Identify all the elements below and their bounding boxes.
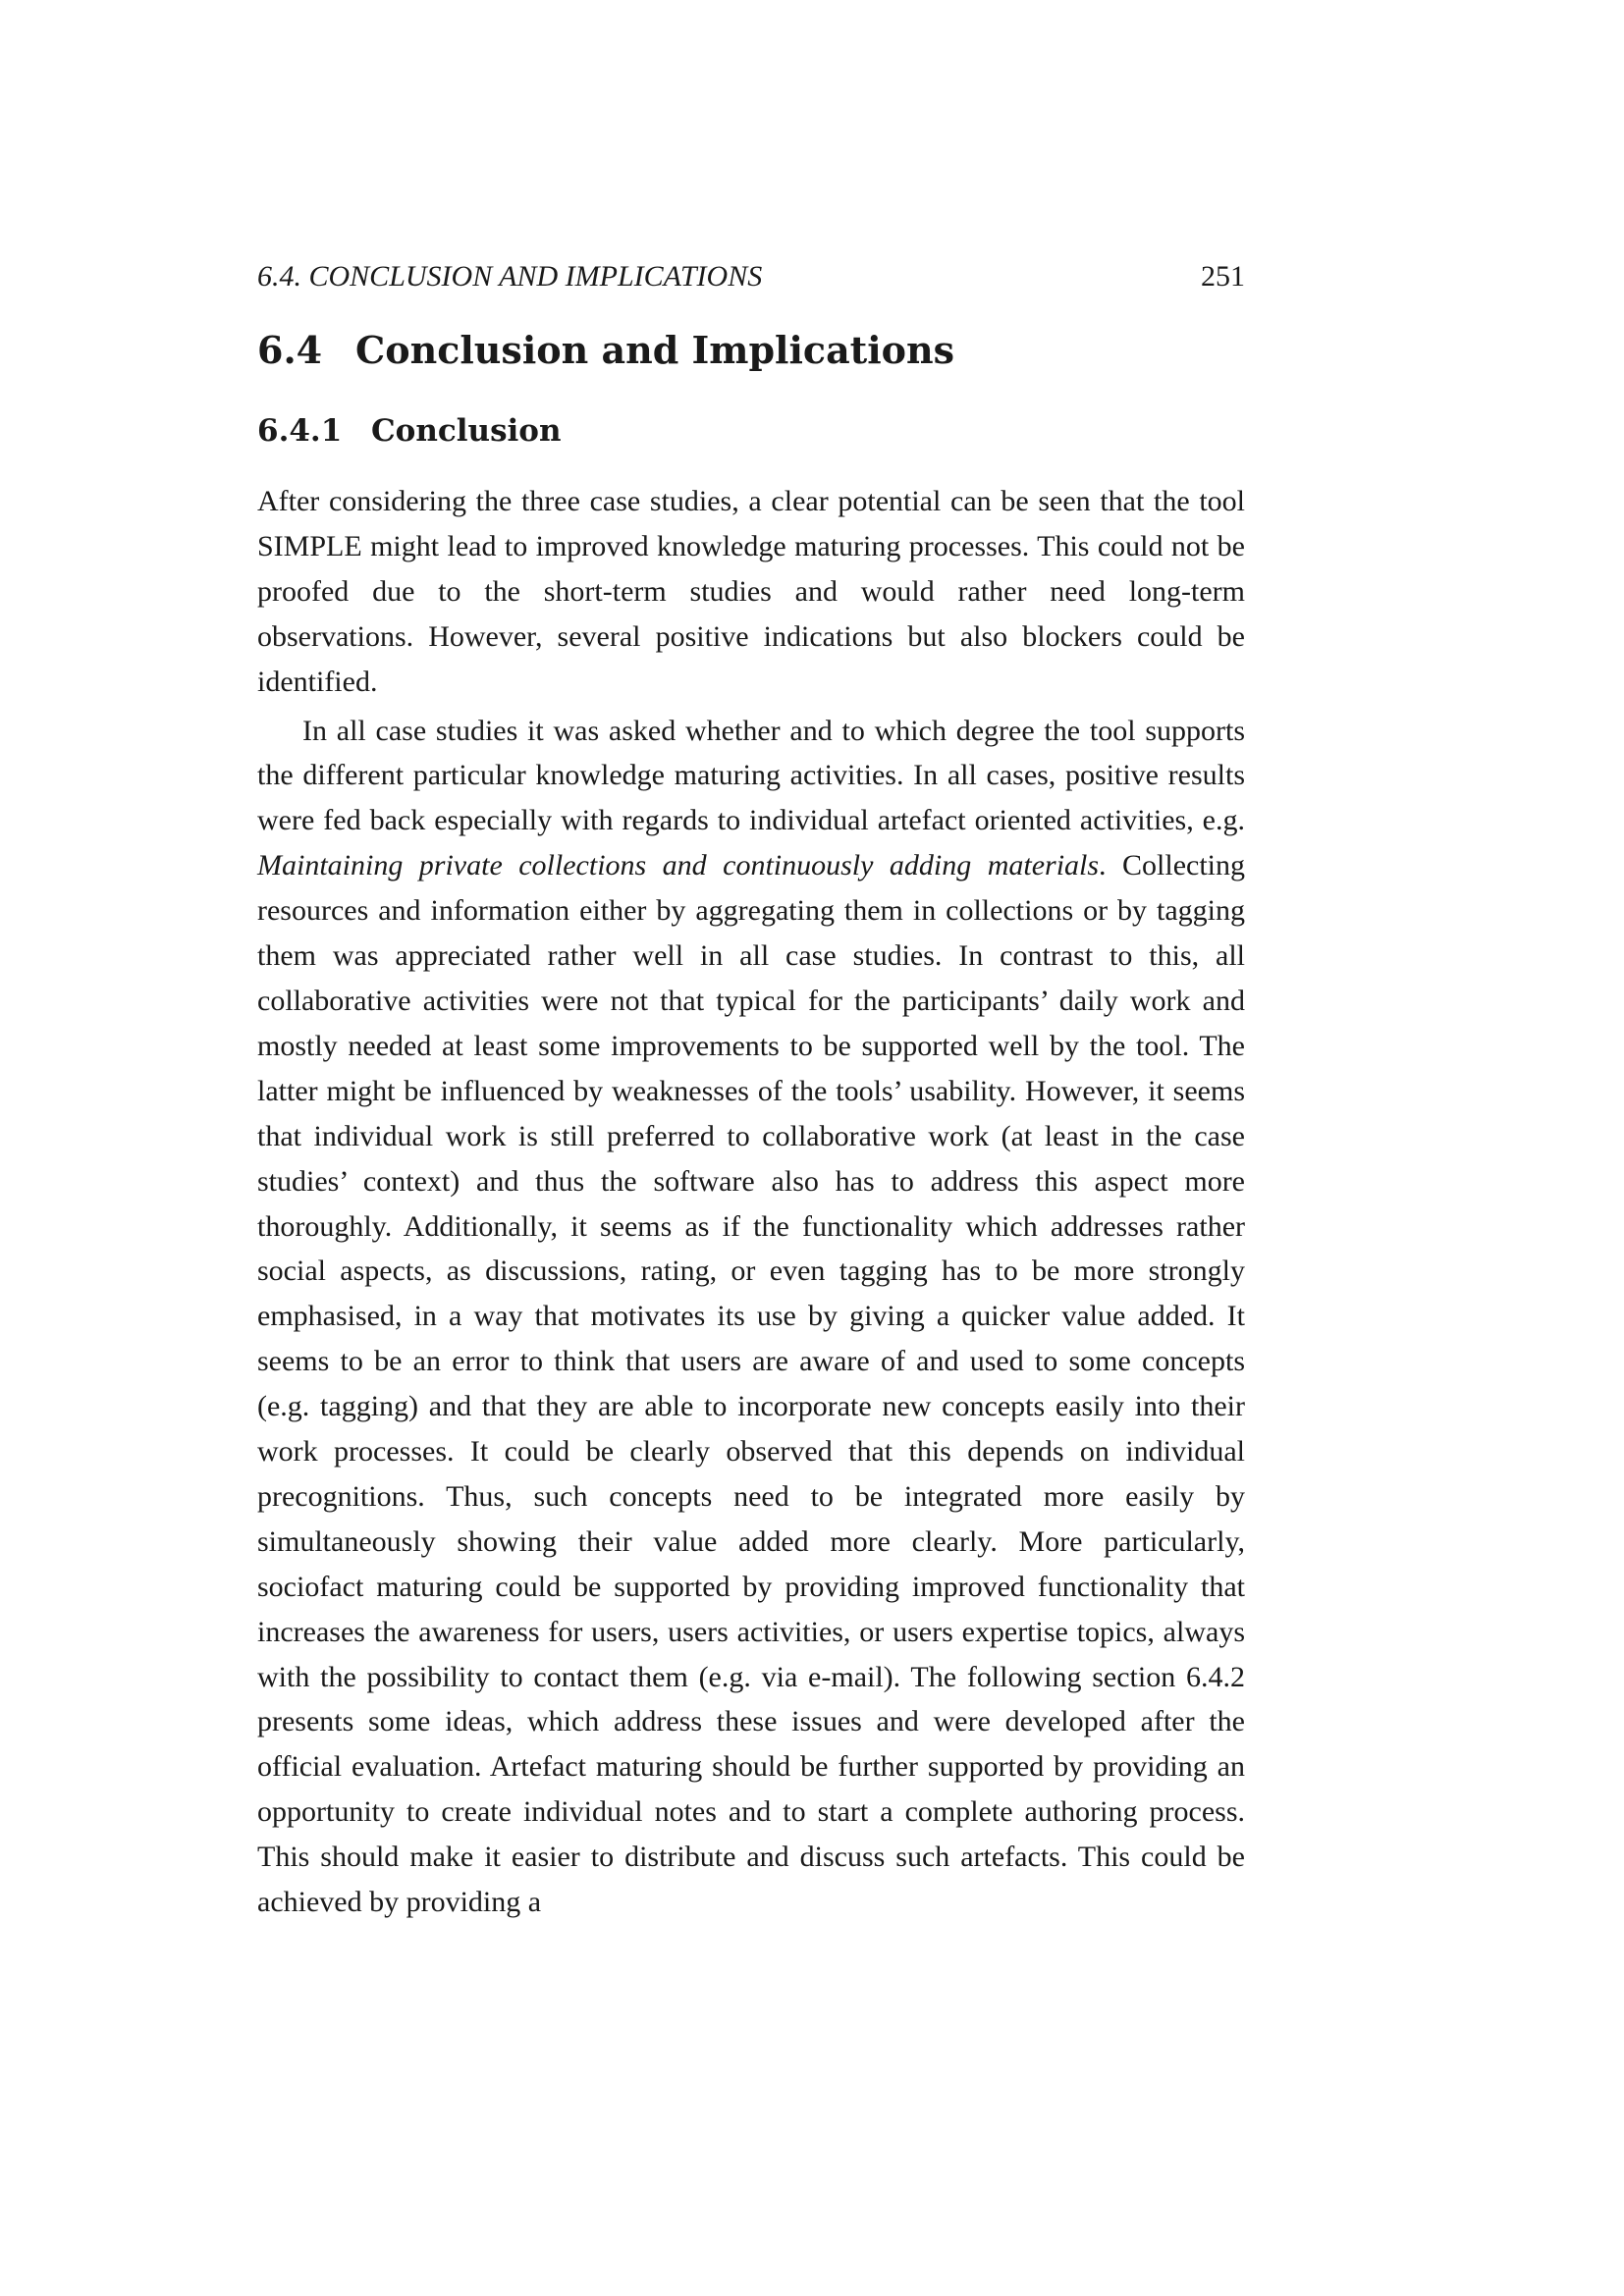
section-number: 6.4 — [257, 328, 323, 372]
section-title: Conclusion and Implications — [355, 328, 955, 372]
section-heading — [257, 326, 1245, 375]
page-number: 251 — [1201, 260, 1245, 293]
paragraph-2-end: . Collecting resources and information either by aggregating them in collections or by tagging them was appreciated rather well in all case studies. In contrast to this, all collaborative activities were not that typical for the participants’ daily work and mostly needed at least some improvements to be supported well by the tool. The latter might be influenced by weaknesses of the tools’ usability. However, it seems that individual work is still preferred to collaborative work (at least in the case studies’ context) and thus the software also has to address this aspect more thoroughly. Additionally, it seems as if the functionality which addresses rather social aspects, as discussions, rating, or even tagging has to be more strongly emphasised, in a way that motivates its use by giving a quicker value added. It seems to be an error to think that users are aware of and used to some concepts (e.g. tagging) and that they are able to incorporate new concepts easily into their work processes. It could be clearly observed that this depends on individual precognitions. Thus, such concepts need to be integrated more easily by simultaneously showing their value added more clearly. More particularly, sociofact maturing could be supported by providing improved functionality that increases the awareness for users, users activities, or users expertise topics, always with the possibility to contact them (e.g. via e-mail). The following section 6.4.2 presents some ideas, which address these issues and were developed after the official evaluation. Artefact maturing should be further supported by providing an opportunity to create individual notes and to start a complete authoring process. This should make it easier to distribute and discuss such artefacts. This could be achieved by providing a — [257, 849, 1245, 1919]
paragraph-2 — [257, 709, 1245, 1925]
paragraph-1: After considering the three case studies, a clear potential can be seen that the tool SIMPLE might lead to improved knowledge maturing processes. This could not be proofed due to the short-term studies and would rather need long-term observations. However, several positive indications but also blockers could be identified. — [257, 485, 1245, 698]
subsection-number: 6.4.1 — [257, 413, 343, 449]
document-page — [257, 257, 1245, 1925]
subsection-heading — [257, 410, 1245, 452]
paragraph-2-italic: Maintaining private collections and continuously adding materials — [257, 849, 1100, 882]
running-head-title: 6.4. CONCLUSION AND IMPLICATIONS — [257, 260, 763, 293]
subsection-title: Conclusion — [371, 413, 562, 449]
paragraph-2-start: In all case studies it was asked whether and to which degree the tool supports the different particular knowledge maturing activities. In all cases, positive results were fed back especially with regards to individual artefact oriented activities, e.g. — [257, 714, 1245, 837]
running-head — [257, 257, 1245, 296]
body-text — [257, 479, 1245, 1925]
